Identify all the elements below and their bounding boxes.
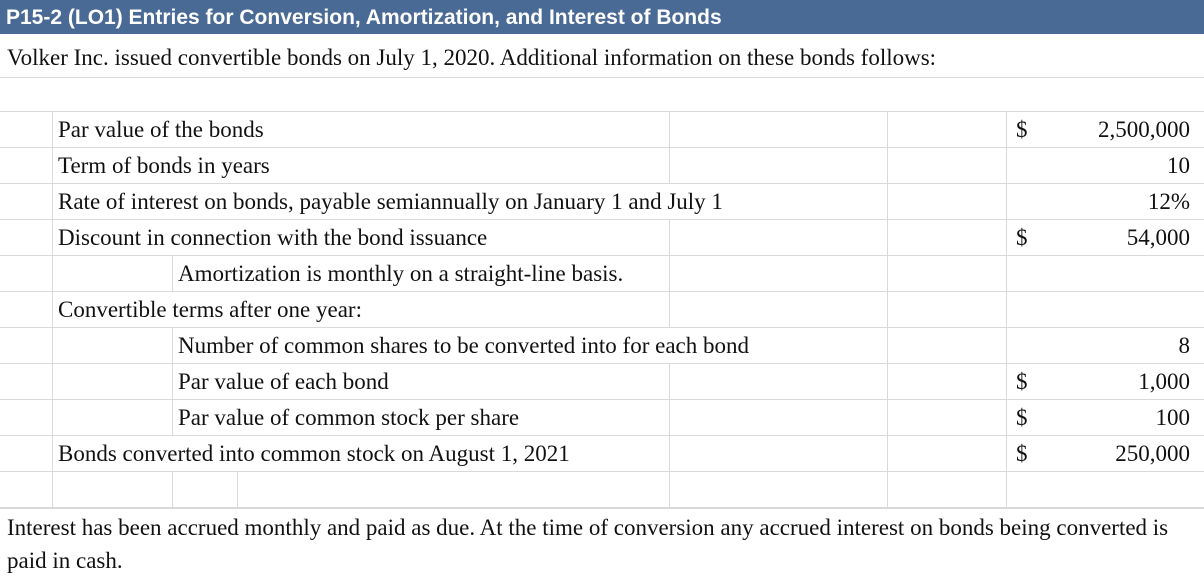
row-label: Term of bonds in years — [58, 148, 274, 183]
row-par-common-stock — [0, 400, 1204, 436]
row-value: 1,000 — [1138, 369, 1190, 394]
blank-row — [0, 78, 1204, 112]
intro-text: Volker Inc. issued convertible bonds on July 1, 2020. Additional information on these bonds follows: — [0, 38, 1204, 78]
row-term-years — [0, 148, 1204, 184]
row-label: Bonds converted into common stock on August 1, 2021 — [58, 436, 574, 471]
dollar-sign: $ — [1016, 441, 1028, 466]
row-label: Par value of the bonds — [58, 112, 268, 147]
row-bonds-converted — [0, 436, 1204, 472]
row-value: 10 — [1167, 153, 1190, 178]
row-empty — [0, 472, 1204, 508]
row-shares-per-bond — [0, 328, 1204, 364]
row-label: Amortization is monthly on a straight-line basis. — [178, 256, 627, 291]
row-amortization-note — [0, 256, 1204, 292]
bond-info-grid — [0, 112, 1204, 508]
problem-title: P15-2 (LO1) Entries for Conversion, Amortization, and Interest of Bonds — [0, 0, 1204, 36]
row-value: 12% — [1147, 189, 1190, 214]
row-label: Discount in connection with the bond issuance — [58, 220, 491, 255]
dollar-sign: $ — [1016, 225, 1028, 250]
dollar-sign: $ — [1016, 369, 1028, 394]
row-interest-rate — [0, 184, 1204, 220]
row-value: 250,000 — [1115, 441, 1190, 466]
row-label: Par value of common stock per share — [178, 400, 523, 435]
row-value: 100 — [1155, 405, 1190, 430]
row-convertible-terms — [0, 292, 1204, 328]
row-value: 54,000 — [1126, 225, 1190, 250]
row-value: 8 — [1178, 333, 1190, 358]
row-label: Convertible terms after one year: — [58, 292, 366, 327]
row-label: Par value of each bond — [178, 364, 393, 399]
dollar-sign: $ — [1016, 117, 1028, 142]
row-label: Rate of interest on bonds, payable semiannually on January 1 and July 1 — [58, 184, 727, 219]
row-discount — [0, 220, 1204, 256]
row-value: 2,500,000 — [1098, 117, 1190, 142]
row-label: Number of common shares to be converted into for each bond — [178, 328, 753, 363]
row-par-value-bonds — [0, 112, 1204, 148]
dollar-sign: $ — [1016, 405, 1028, 430]
row-par-each-bond — [0, 364, 1204, 400]
closing-text: Interest has been accrued monthly and paid as due. At the time of conversion any accrued interest on bonds being converted is paid in cash. — [0, 508, 1204, 578]
